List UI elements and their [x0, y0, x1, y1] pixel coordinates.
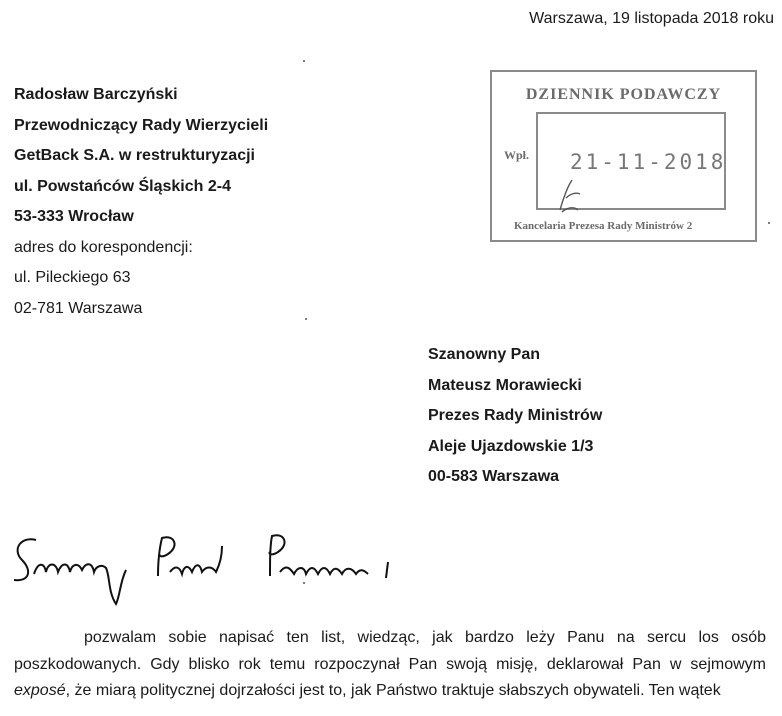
correspondence-label: adres do korespondencji:: [14, 238, 193, 256]
sender-block: [14, 80, 268, 324]
recipient-name: Mateusz Morawiecki: [428, 376, 582, 394]
recipient-salutation: Szanowny Pan: [428, 346, 541, 363]
paper-speck: [768, 222, 770, 224]
paper-speck: [303, 582, 305, 584]
letter-body: [14, 625, 766, 705]
recipient-city: 00-583 Warszawa: [428, 468, 560, 485]
handwritten-initials: [554, 176, 584, 216]
stamp-title: DZIENNIK PODAWCZY: [525, 86, 722, 103]
paper-speck: [303, 60, 305, 62]
body-italic-word: exposé: [14, 682, 66, 699]
sender-street: ul. Powstańców Śląskich 2-4: [14, 177, 231, 195]
recipient-street: Aleje Ujazdowskie 1/3: [428, 437, 594, 455]
letter-date: Warszawa, 19 listopada 2018 roku: [529, 10, 774, 27]
paper-speck: [305, 318, 307, 320]
correspondence-city: 02-781 Warszawa: [14, 299, 143, 317]
sender-title: Przewodniczący Rady Wierzycieli: [14, 116, 269, 134]
body-part-2: , że miarą politycznej dojrzałości jest to, jak Państwo traktuje słabszych obywateli. Ten wątek: [65, 682, 721, 699]
stamp-footer: Kancelaria Prezesa Rady Ministrów 2: [514, 220, 693, 232]
stamp-wpl-label: Wpł.: [504, 148, 530, 162]
sender-city: 53-333 Wrocław: [14, 208, 134, 225]
registry-stamp: [490, 70, 757, 242]
stamp-date: 21-11-2018: [570, 150, 727, 174]
handwritten-salutation: [8, 526, 398, 616]
body-part-1: pozwalam sobie napisać ten list, wiedząc, jak bardzo leży Panu na sercu los osób poszkodowanych. Gdy blisko rok temu rozpoczynał Pan swoją misję, deklarował Pan w sejmowym: [14, 629, 766, 673]
correspondence-street: ul. Pileckiego 63: [14, 269, 131, 286]
sender-name: Radosław Barczyński: [14, 86, 178, 103]
sender-company: GetBack S.A. w restrukturyzacji: [14, 147, 255, 164]
recipient-title: Prezes Rady Ministrów: [428, 407, 603, 424]
recipient-block: [428, 340, 602, 493]
